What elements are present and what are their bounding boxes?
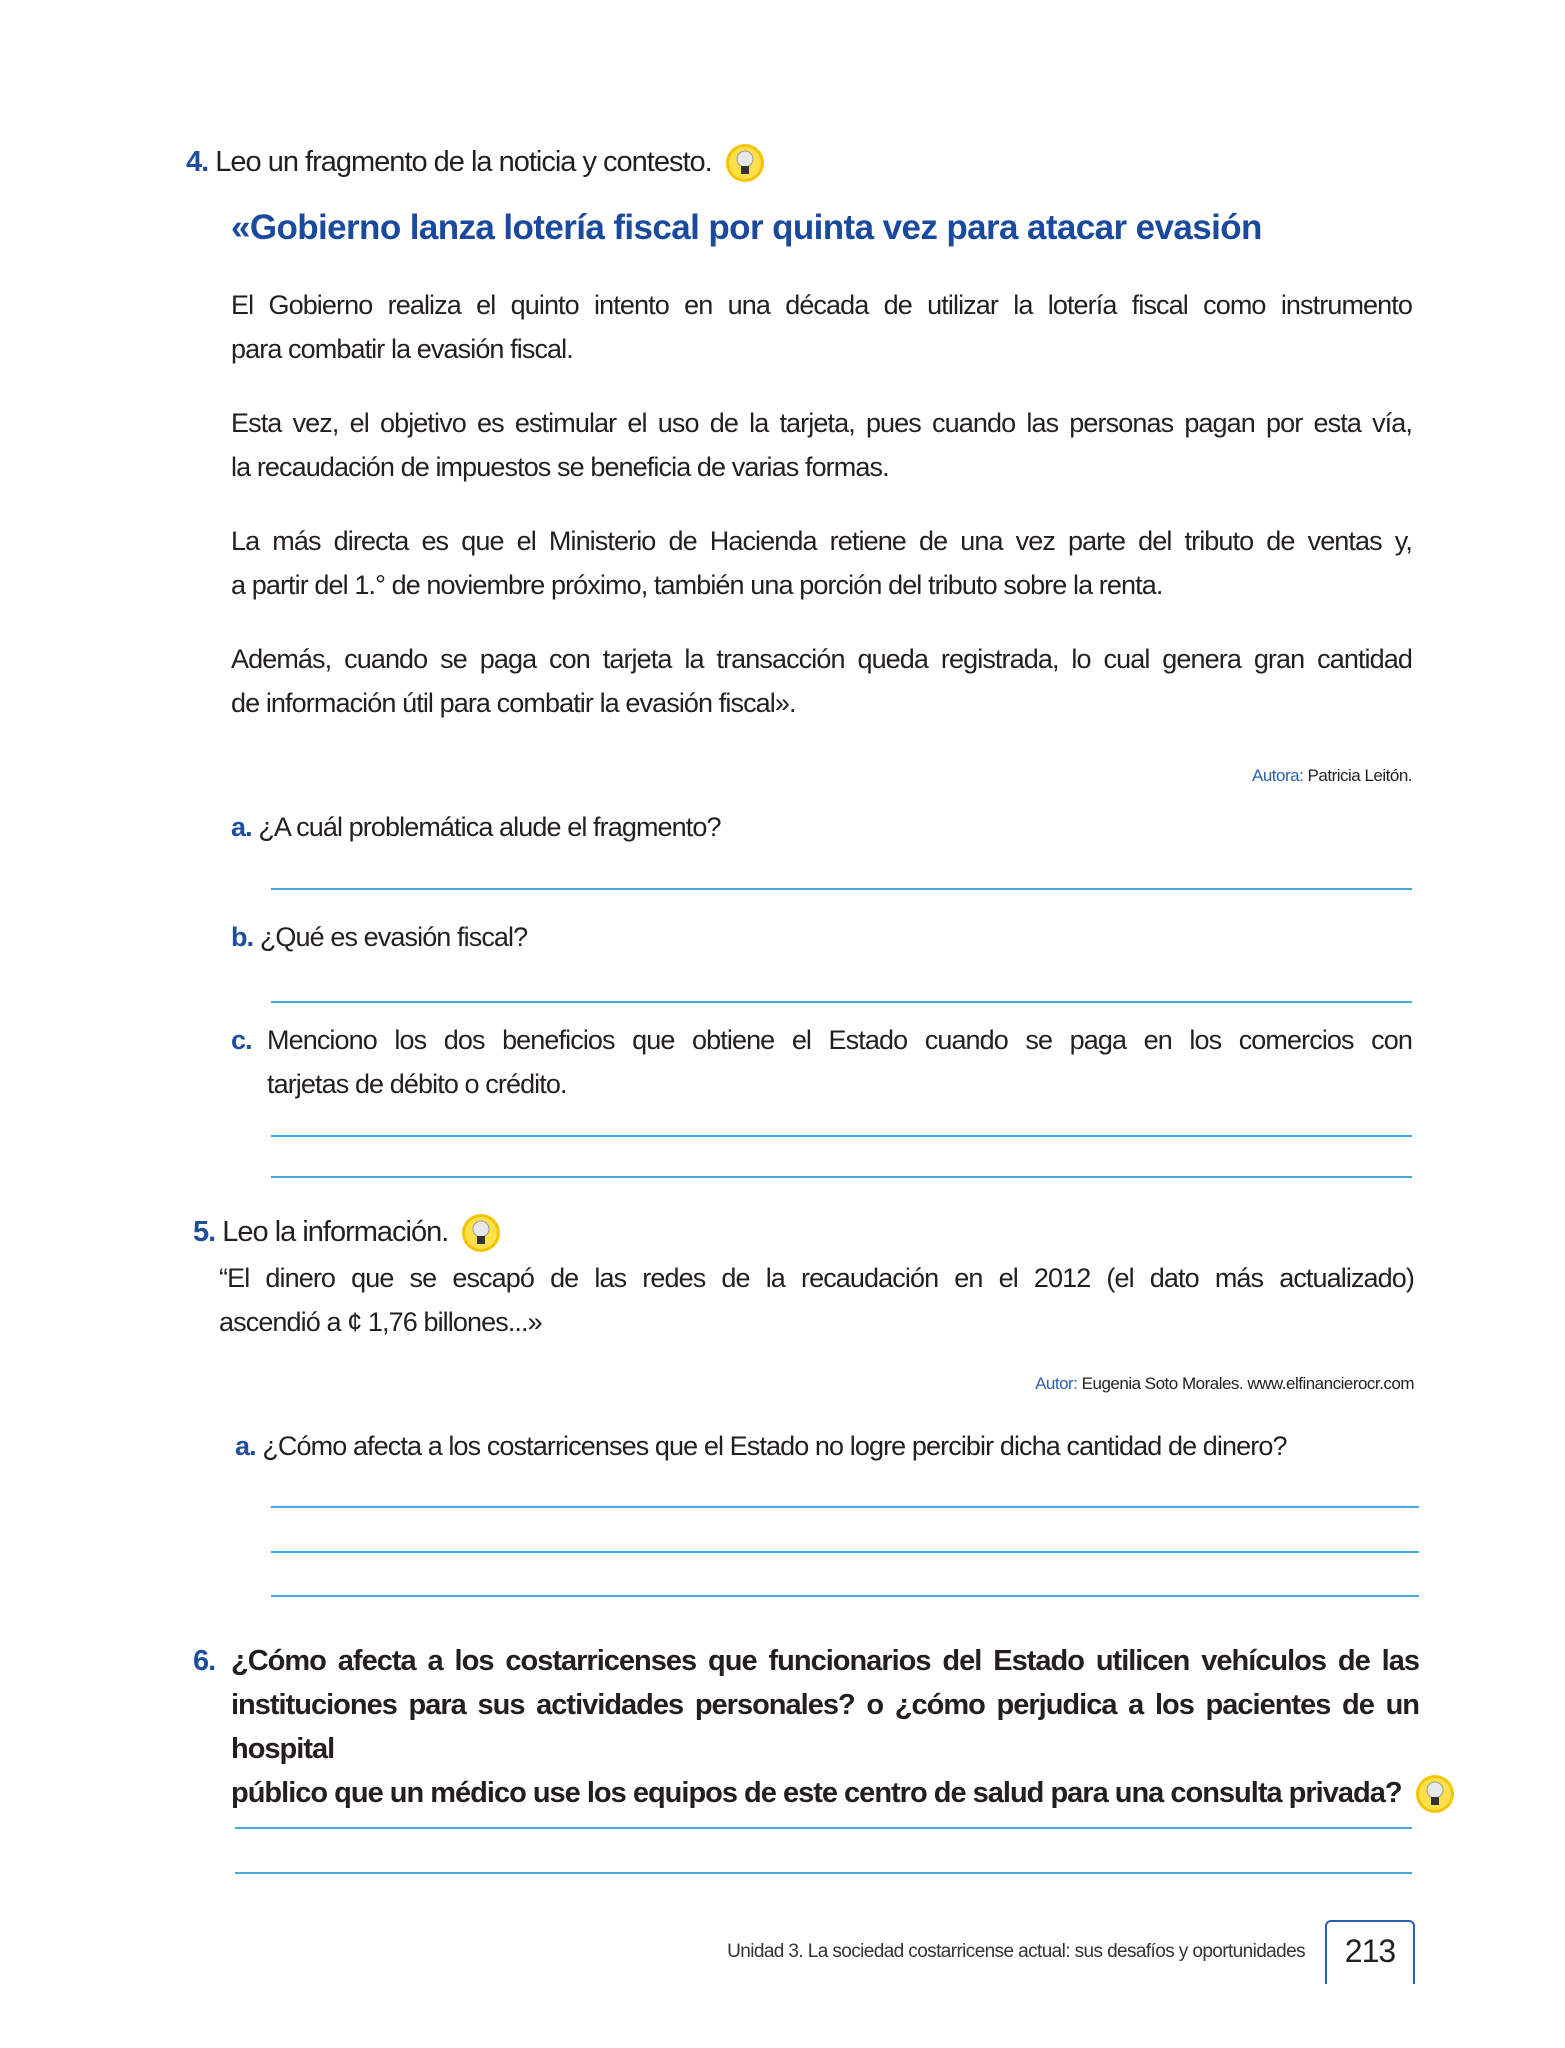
article-paragraph-line: El Gobierno realiza el quinto intento en una década de utilizar la lotería fiscal como instrumento: [231, 290, 1412, 320]
article-title: «Gobierno lanza lotería fiscal por quinta vez para atacar evasión: [231, 208, 1262, 247]
article-body: [231, 283, 1412, 725]
article-paragraph-line: a partir del 1.° de noviembre próximo, también una porción del tributo sobre la renta.: [231, 570, 1163, 600]
page-number: 213: [1325, 1920, 1415, 1984]
question-instruction: Leo un fragmento de la noticia y contesto.: [215, 146, 712, 178]
information-quote: “El dinero que se escapó de las redes de la recaudación en el 2012 (el dato más actualizado) ascendió a ¢ 1,76 billones...»: [219, 1263, 1414, 1337]
answer-line[interactable]: [235, 1872, 1412, 1874]
lightbulb-icon: [461, 1213, 501, 1253]
article-paragraph-line: la recaudación de impuestos se beneficia de varias formas.: [231, 452, 889, 482]
answer-line[interactable]: [271, 1551, 1419, 1553]
question-number: 4.: [186, 146, 209, 178]
answer-line[interactable]: [271, 1001, 1412, 1003]
question-4a: a. ¿A cuál problemática alude el fragmento?: [231, 812, 721, 842]
article-paragraph-line: para combatir la evasión fiscal.: [231, 334, 573, 364]
article-paragraph-line: de información útil para combatir la evasión fiscal».: [231, 688, 796, 718]
article-paragraph-line: Además, cuando se paga con tarjeta la transacción queda registrada, lo cual genera gran cantidad: [231, 644, 1412, 674]
question-6: 6. ¿Cómo afecta a los costarricenses que funcionarios del Estado utilicen vehículos de las instituciones para sus actividades personales? o ¿cómo perjudica a los pacientes de un hospital público que un médico use los equipos de este centro de salud para una consulta privada?: [193, 1639, 1419, 1815]
question-4b: b. ¿Qué es evasión fiscal?: [231, 922, 528, 952]
question-5-heading: 5. Leo la información.: [193, 1210, 501, 1254]
answer-line[interactable]: [235, 1827, 1412, 1829]
answer-line[interactable]: [271, 1595, 1419, 1597]
answer-line[interactable]: [271, 1506, 1419, 1508]
lightbulb-icon: [725, 143, 765, 183]
answer-line[interactable]: [271, 888, 1412, 890]
lightbulb-icon: [1415, 1774, 1455, 1814]
article-source: Autora: Patricia Leitón.: [1252, 766, 1412, 785]
answer-line[interactable]: [271, 1176, 1412, 1178]
question-4-heading: [186, 140, 765, 184]
article-paragraph-line: La más directa es que el Ministerio de Hacienda retiene de una vez parte del tributo de ventas y,: [231, 526, 1412, 556]
footer-unit-title: Unidad 3. La sociedad costarricense actual: sus desafíos y oportunidades: [727, 1941, 1305, 1962]
question-4c: c. Menciono los dos beneficios que obtiene el Estado cuando se paga en los comercios con tarjetas de débito o crédito.: [231, 1025, 1412, 1099]
answer-line[interactable]: [271, 1135, 1412, 1137]
question-5a: a. ¿Cómo afecta a los costarricenses que el Estado no logre percibir dicha cantidad de dinero?: [235, 1431, 1287, 1461]
article-paragraph-line: Esta vez, el objetivo es estimular el uso de la tarjeta, pues cuando las personas pagan por esta vía,: [231, 408, 1412, 438]
information-source: Autor: Eugenia Soto Morales. www.elfinancierocr.com: [1035, 1374, 1414, 1393]
